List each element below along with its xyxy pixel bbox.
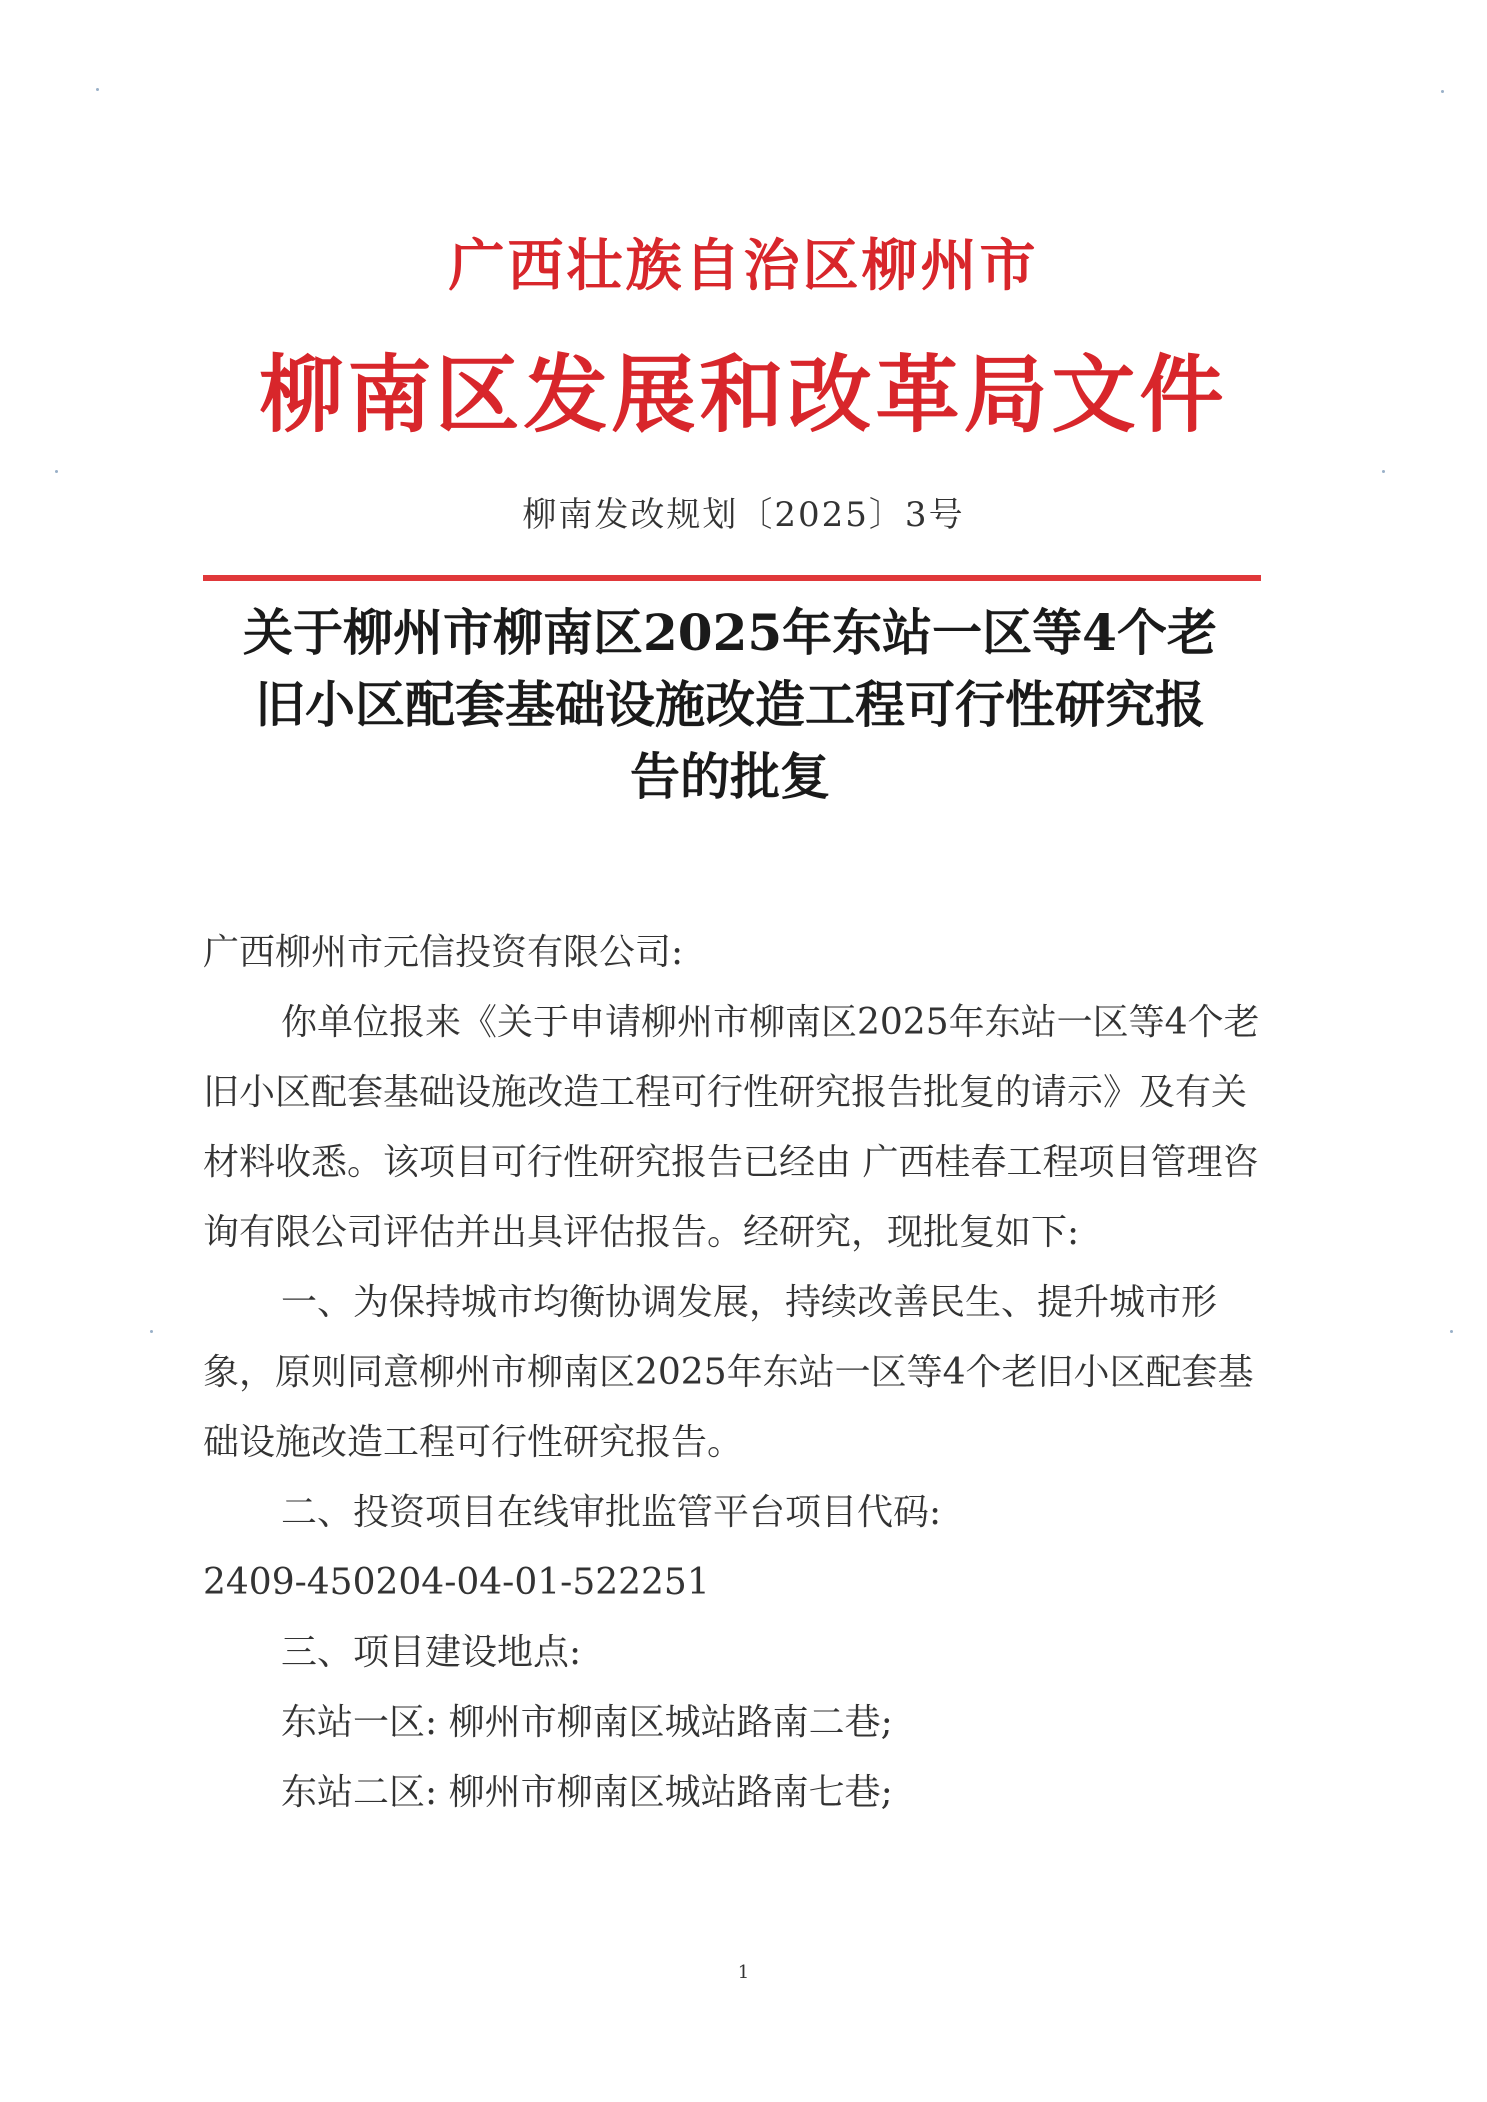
paragraph-item-2: 二、投资项目在线审批监管平台项目代码: (281, 1492, 942, 1533)
scan-speck (96, 88, 99, 91)
scan-speck (1450, 1330, 1453, 1333)
issuing-authority: 柳南区发展和改革局文件 (259, 345, 1228, 444)
scan-speck (1441, 90, 1444, 93)
paragraph-request: 你单位报来《关于申请柳州市柳南区2025年东站一区等4个老旧小区配套基础设施改造工程可行性研究报告批复的请示》及有关材料收悉。该项目可行性研究报告已经由 广西桂春工程项目管理咨询有限公司评估并出具评估报告。经研究，现批复如下: (203, 1002, 1260, 1253)
scan-speck (1382, 470, 1385, 473)
paragraph-item-3: 三、项目建设地点: (281, 1632, 582, 1673)
issuing-region: 广西壮族自治区柳州市 (448, 233, 1039, 299)
paragraph-item-1: 一、为保持城市均衡协调发展，持续改善民生、提升城市形象，原则同意柳州市柳南区2025年东站一区等4个老旧小区配套基础设施改造工程可行性研究报告。 (203, 1282, 1254, 1463)
salutation: 广西柳州市元信投资有限公司: (203, 932, 684, 973)
red-divider-line (203, 575, 1261, 581)
title-line-3: 告的批复 (630, 747, 830, 806)
scan-speck (55, 470, 58, 473)
scan-speck (150, 1330, 153, 1333)
title-line-2: 旧小区配套基础设施改造工程可行性研究报 (255, 675, 1205, 734)
location-dongzhan-1: 东站一区: 柳州市柳南区城站路南二巷; (281, 1702, 893, 1743)
page-number: 1 (737, 1962, 750, 1983)
document-title (190, 597, 1270, 813)
project-code: 2409-450204-04-01-522251 (203, 1562, 710, 1603)
document-body (203, 918, 1261, 1828)
location-dongzhan-2: 东站二区: 柳州市柳南区城站路南七巷; (281, 1772, 893, 1813)
document-number: 柳南发改规划〔2025〕3号 (522, 495, 965, 535)
title-line-1: 关于柳州市柳南区2025年东站一区等4个老 (243, 603, 1217, 662)
